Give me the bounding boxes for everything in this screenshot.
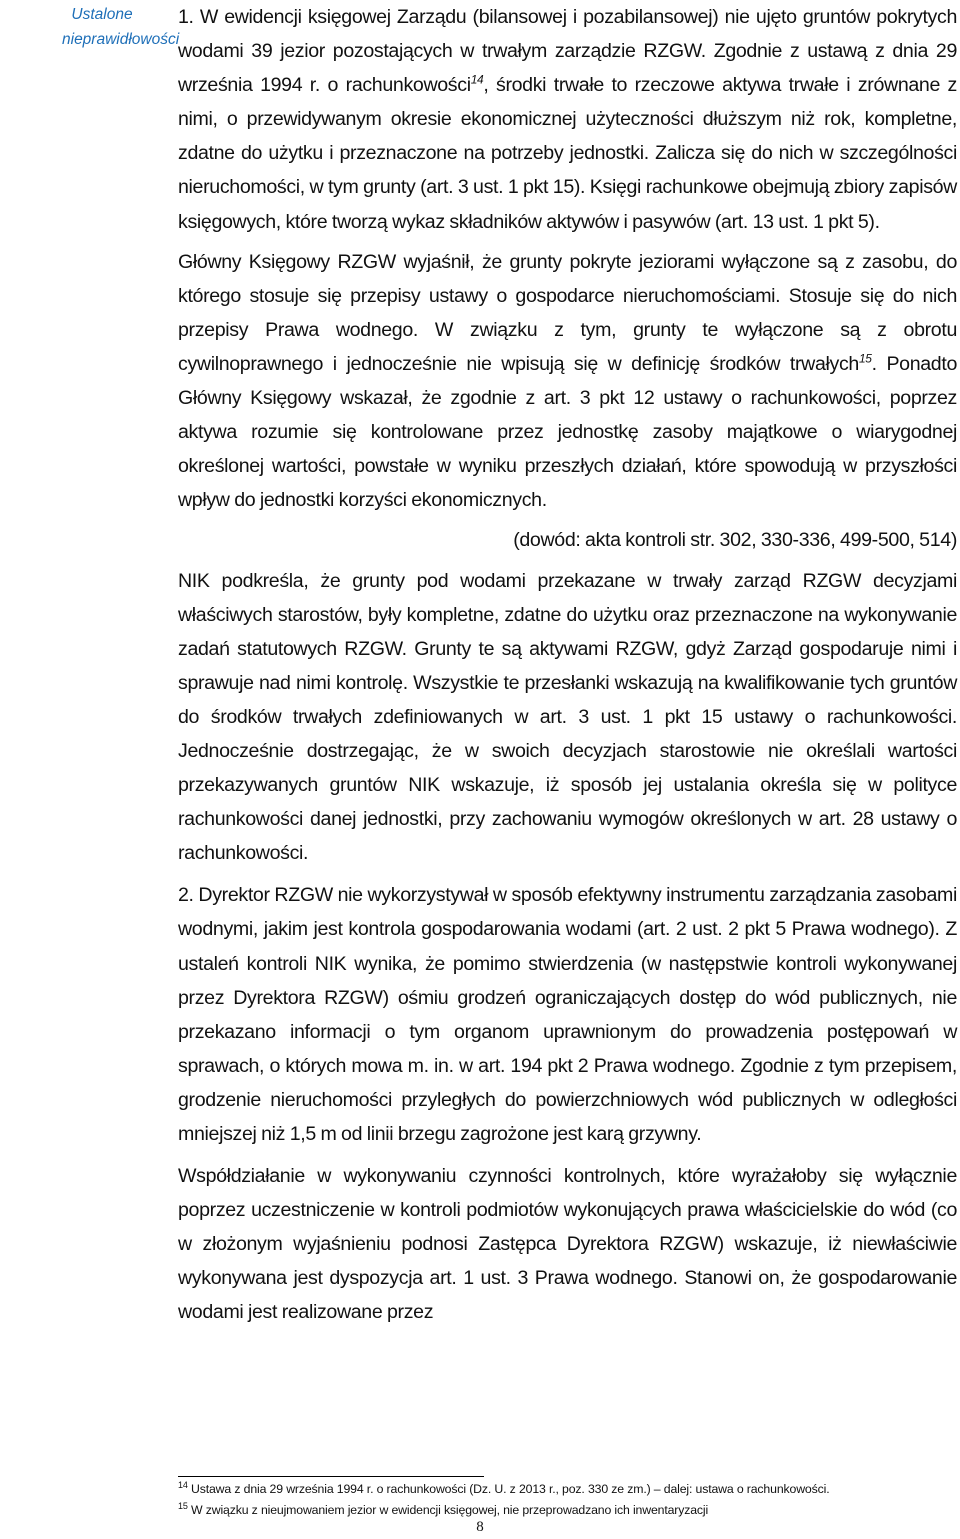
footnote-separator [178,1476,484,1477]
paragraph-1: 1. W ewidencji księgowej Zarządu (bilansowej i pozabilansowej) nie ujęto gruntów pokrytych wodami 39 jezior pozostających w trwałym zarządzie RZGW. Zgodnie z ustawą z dnia 29 września 1994 r. o rachunkowości$^{14}$, środki trwałe to rzeczowe aktywa trwałe i zrównane z nimi, o przewidywanym okresie ekonomicznej użyteczności dłuższym niż rok, kompletne, zdatne do użytku i przeznaczone na potrzeby jednostki. Zalicza się do nich w szczególności nieruchomości, w tym grunty (art. 3 ust. 1 pkt 15). Księgi rachunkowe obejmują zbiory zapisów księgowych, które tworzą wykaz składników aktywów i pasywów (art. 13 ust. 1 pkt 5). [178,6,958,233]
paragraph-2: Główny Księgowy RZGW wyjaśnił, że grunty pokryte jeziorami wyłączone są z zasobu, do którego stosuje się przepisy ustawy o gospodarce nieruchomościami. Stosuje się do nich przepisy Prawa wodnego. W związku z tym, grunty te wyłączone są z obrotu cywilnoprawnego i jednocześnie nie wpisują się w definicję środków trwałych$^{15}$. Ponadto Główny Księgowy wskazał, że zgodnie z art. 3 pkt 12 ustawy o rachunkowości, poprzez aktywa rozumie się kontrolowane przez jednostkę zasoby majątkowe o wiarygodnej określonej wartości, powstałe w wyniku przeszłych działań, które spowodują w przyszłości wpływ do jednostki korzyści ekonomicznych. [178,250,957,512]
paragraph-4: 2. Dyrektor RZGW nie wykorzystywał w sposób efektywny instrumentu zarządzania zasobami wodnymi, jakim jest kontrola gospodarowania wodami (art. 2 ust. 2 pkt 5 Prawa wodnego). Z ustaleń kontroli NIK wynika, że pomimo stwierdzenia (w następstwie kontroli wykonywanej przez Dyrektora RZGW) ośmiu grodzeń ograniczających dostęp do wód publicznych, nie przekazano informacji o tym organom uprawnionym do prowadzenia postępowań w sprawach, o których mowa m. in. w art. 194 pkt 2 Prawa wodnego. Zgodnie z tym przepisem, grodzenie nieruchomości przyległych do powierzchniowych wód publicznych w odległości mniejszej niż 1,5 m od linii brzegu zagrożone jest karą grzywny. [178,884,957,1145]
paragraph-3: NIK podkreśla, że grunty pod wodami przekazane w trwały zarząd RZGW decyzjami właściwych starostów, były kompletne, zdatne do użytku oraz przeznaczone na wykonywanie zadań statutowych RZGW. Grunty te są aktywami RZGW, gdyż Zarząd gospodaruje nimi i sprawuje nad nimi kontrolę. Wszystkie te przesłanki wskazują na kwalifikowanie tych gruntów do środków trwałych zdefiniowanych w art. 3 ust. 1 pkt 15 ustawy o rachunkowości. Jednocześnie dostrzegając, że w swoich decyzjach starostowie nie określali wartości przekazywanych gruntów NIK wskazuje, iż sposób jej ustalania określa się w polityce rachunkowości danej jednostki, przy zachowaniu wymogów określonych w art. 28 ustawy o rachunkowości. [178,569,957,865]
margin-label: Ustalone nieprawidłowości [62,6,180,48]
footnote-14: $^{14}$ Ustawa z dnia 29 września 1994 r. o rachunkowości (Dz. U. z 2013 r., poz. 330 ze zm.) – dalej: ustawa o rachunkowości. [178,1479,830,1496]
footnote-ref-14: 14 [470,72,484,87]
footnote-15: $^{15}$ W związku z nieujmowaniem jezior w ewidencji księgowej, nie przeprowadzano ich inwentaryzacji [178,1500,709,1517]
document-body [178,0,957,1330]
footnote-ref-15: 15 [858,351,872,366]
paragraph-5: Współdziałanie w wykonywaniu czynności kontrolnych, które wyrażałoby się wyłącznie poprzez uczestniczenie w kontroli podmiotów wykonujących prawa właścicielskie do wód (co w złożonym wyjaśnieniu podnosi Zastępca Dyrektora RZGW) wskazuje, iż niewłaściwie wykonywana jest dyspozycja art. 1 ust. 3 Prawa wodnego. Stanowi on, że gospodarowanie wodami jest realizowane przez [178,1165,957,1324]
footnotes [178,1479,957,1521]
evidence-reference: (dowód: akta kontroli str. 302, 330-336, 499-500, 514) [513,529,957,552]
page-number: 8 [476,1519,484,1535]
